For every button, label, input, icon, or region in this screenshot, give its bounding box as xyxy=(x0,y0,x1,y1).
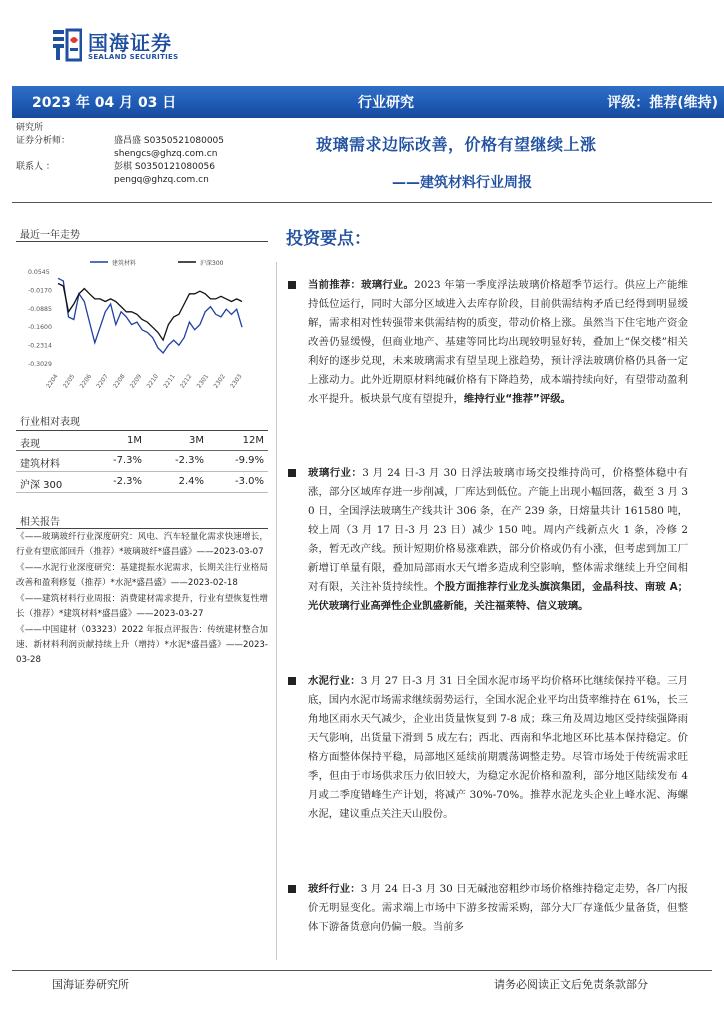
report-title: 玻璃需求边际改善，价格有望继续上涨 xyxy=(316,135,597,154)
invest-point-cement xyxy=(288,672,688,824)
invest-heading: 投资要点： xyxy=(286,229,371,249)
analyst-info xyxy=(16,122,286,187)
header-divider xyxy=(12,202,712,203)
x-tick-label: 2302 xyxy=(212,373,227,390)
perf-cell: -2.3% xyxy=(174,455,204,466)
invest-point-recommendation xyxy=(288,276,688,409)
reports-heading: 相关报告 xyxy=(20,517,60,528)
table-row xyxy=(16,472,268,493)
list-item[interactable]: 《——中国建材（03323）2022 年报点评报告：传统建材整合加速、新材料利润贡献持续上升（增持）*水泥*盛昌盛》——2023-03-28 xyxy=(16,625,268,665)
perf-cell: 沪深 300 xyxy=(20,480,63,491)
y-tick-label: -0.2314 xyxy=(28,342,52,350)
trend-rule xyxy=(16,241,268,242)
point-text: 2023 年第一季度浮法玻璃价格超季节运行。供应上产能维持低位运行，同时大部分区域进入去库存阶段，目前供需结构矛盾已经得到明显缓解，需求相对性转强带来供需结构的质变，带动价格上涨。虽然当下住宅地产资金改善仍显缓慢，但商业地产、基建等同比均出现较明显好转，叠加上“保交楼”相关利好的逐步兑现，未来玻璃需求有望呈现上涨趋势，预计浮法玻璃价格仍具备一定上涨动力。此外近期原材料纯碱价格有下降趋势，成本端持续向好，有望带动盈利水平提升。板块景气度有望提升， xyxy=(308,279,689,405)
analyst-label: 证券分析师： xyxy=(16,136,71,146)
perf-table xyxy=(16,430,268,493)
footer-disclaimer: 请务必阅读正文后免责条款部分 xyxy=(494,978,648,991)
perf-col-label: 表现 xyxy=(20,439,40,450)
x-tick-label: 2205 xyxy=(61,373,77,390)
x-tick-label: 2209 xyxy=(128,373,144,390)
perf-cell: -3.0% xyxy=(234,476,264,487)
bullet-icon xyxy=(288,281,296,289)
table-row xyxy=(16,451,268,472)
footer-org: 国海证券研究所 xyxy=(52,978,129,991)
perf-heading: 行业相对表现 xyxy=(20,417,80,428)
legend-label: 沪深300 xyxy=(200,260,224,267)
perf-cell: 建筑材料 xyxy=(20,459,60,470)
y-tick-label: -0.1600 xyxy=(28,324,52,332)
point-text: 3 月 27 日-3 月 31 日全国水泥市场平均价格环比继续保持平稳。三月底，国内水泥市场需求继续弱势运行，全国水泥企业平均出货率维持在 61%，长三角地区雨水天气减少，企业出货量恢复到 7-8 成；珠三角及周边地区受持续强降雨天气影响，出货量下滑到 5 成左右；西北、西南和华北地区环比基本保持稳定。价格方面整体保持平稳，局部地区延续前期震荡调整走势。尽管市场处于传统需求旺季，但由于市场供求压力依旧较大，为稳定水泥价格和盈利，部分地区陆续发布 4 月或二季度错峰生产计划，将减产 30%-70%。推荐水泥龙头企业上峰水泥、海螺水泥，建议重点关注天山股份。 xyxy=(308,675,689,820)
list-item[interactable]: 《——水泥行业深度研究：基建提振水泥需求，长期关注行业格局改善和盈利修复（推荐）*水泥*盛昌盛》——2023-02-18 xyxy=(16,563,268,588)
x-tick-label: 2211 xyxy=(162,373,177,390)
x-tick-label: 2210 xyxy=(145,373,161,390)
x-tick-label: 2206 xyxy=(78,373,94,390)
footer-divider xyxy=(12,970,712,971)
perf-col-3m: 3M xyxy=(189,435,204,446)
related-reports xyxy=(16,530,268,669)
bullet-icon xyxy=(288,885,296,893)
report-subtitle: ——建筑材料行业周报 xyxy=(392,175,532,191)
contact-email[interactable]: pengq@ghzq.com.cn xyxy=(114,175,209,185)
report-type: 行业研究 xyxy=(358,95,414,111)
contact-label: 联系人 ： xyxy=(16,162,55,172)
org-label: 研究所 xyxy=(16,123,44,133)
y-tick-label: -0.0170 xyxy=(28,287,52,295)
contact-name: 彭棋 S0350121080056 xyxy=(114,162,216,172)
point-text: 3 月 24 日-3 月 30 日浮法玻璃市场交投维持尚可，价格整体稳中有涨，部分区域库存进一步削减，厂库达到低位。产能上出现小幅回落，截至 3 月 30 日，全国浮法玻璃生产线共计 306 条，在产 239 条，日熔量共计 161580 吨，较上周（3 月 17 日-3 月 23 日）减少 150 吨。周内产线新点火 1 条，冷修 2 条，暂无改产线。预计短期价格易涨难跌，部分价格或仍有小涨，但考虑到加工厂新增订单量有限，叠加局部雨水天气增多造成利空影响，整体需求继续上升空间相对有限，关注补货持续性。 xyxy=(308,467,688,593)
perf-header-row xyxy=(16,430,268,451)
list-item[interactable]: 《——玻璃玻纤行业深度研究：风电、汽车轻量化需求快速增长，行业有望底部回升（推荐）*玻璃玻纤*盛昌盛》——2023-03-07 xyxy=(16,532,268,557)
y-tick-label: -0.0885 xyxy=(28,305,52,313)
x-tick-label: 2301 xyxy=(195,373,211,390)
bullet-icon xyxy=(288,469,296,477)
logo-chinese-name: 国海证券 xyxy=(88,31,172,55)
legend-label: 建筑材料 xyxy=(112,260,137,267)
point-label: 水泥行业： xyxy=(308,675,361,687)
x-tick-label: 2212 xyxy=(178,373,194,390)
invest-point-glass xyxy=(288,464,688,616)
list-item[interactable]: 《——建筑材料行业周报：消费建材需求提升，行业有望恢复性增长（推荐）*建筑材料*盛昌盛》——2023-03-27 xyxy=(16,594,268,619)
point-tail: 维持行业“推荐”评级。 xyxy=(463,393,572,405)
report-date: 2023 年 04 月 03 日 xyxy=(32,95,177,111)
y-tick-label: 0.0545 xyxy=(28,269,50,276)
reports-rule xyxy=(16,528,268,529)
point-bold: 个股方面推荐行业龙头旗滨集团，金晶科技、南玻 A；光伏玻璃行业高弹性企业凯盛新能，关注福莱特、信义玻璃。 xyxy=(308,581,688,612)
sealand-logo-icon xyxy=(52,28,82,62)
logo-english-name: SEALAND SECURITIES xyxy=(88,53,179,61)
perf-cell: -9.9% xyxy=(234,455,264,466)
point-label: 玻纤行业： xyxy=(308,883,361,895)
perf-cell: -2.3% xyxy=(112,476,142,487)
trend-heading: 最近一年走势 xyxy=(20,230,80,241)
x-tick-label: 2303 xyxy=(229,373,244,390)
perf-cell: -7.3% xyxy=(112,455,142,466)
trend-chart xyxy=(16,252,266,394)
report-banner xyxy=(12,86,724,118)
point-text: 3 月 24 日-3 月 30 日无碱池窑粗纱市场价格维持稳定走势，各厂内报价无明显变化。需求端上市场中下游多按需采购，部分大厂存逢低少量备货，但整体下游备货意向仍偏一般。当前多 xyxy=(308,883,689,933)
point-label: 当前推荐： xyxy=(308,279,362,291)
x-tick-label: 2204 xyxy=(45,373,60,390)
point-bold: 玻璃行业。 xyxy=(361,279,415,291)
perf-col-1m: 1M xyxy=(127,435,142,446)
perf-col-12m: 12M xyxy=(242,435,264,446)
y-tick-label: -0.3029 xyxy=(28,361,52,368)
perf-cell: 2.4% xyxy=(178,476,204,487)
bullet-icon xyxy=(288,677,296,685)
invest-point-fiberglass xyxy=(288,880,688,937)
x-tick-label: 2208 xyxy=(112,373,127,390)
company-logo xyxy=(52,24,192,66)
x-tick-label: 2207 xyxy=(95,373,110,390)
analyst-name: 盛昌盛 S0350521080005 xyxy=(114,136,225,146)
column-divider xyxy=(276,262,277,960)
point-label: 玻璃行业： xyxy=(308,467,363,479)
report-rating: 评级：推荐(维持) xyxy=(607,95,718,111)
analyst-email[interactable]: shengcs@ghzq.com.cn xyxy=(114,149,218,159)
